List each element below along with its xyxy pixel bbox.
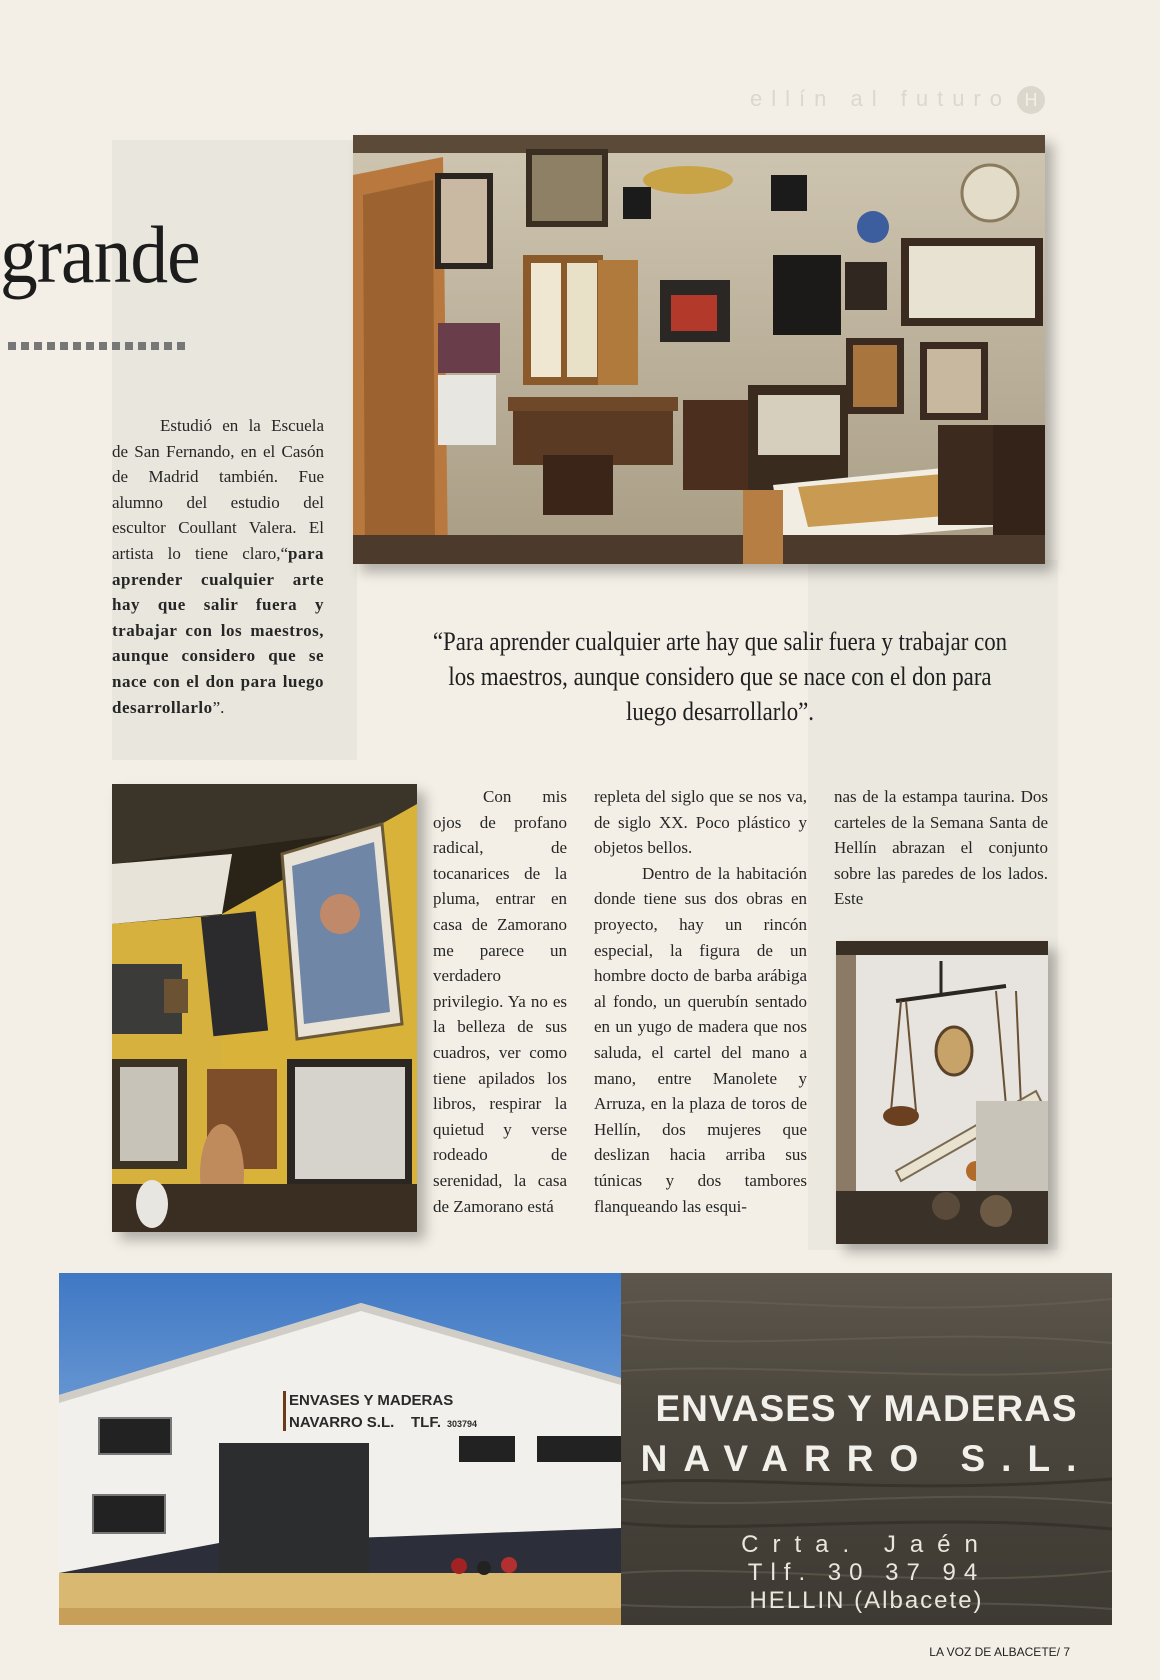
photo-hanging-scale <box>836 941 1048 1244</box>
ad-phone: Tlf. 30 37 94 <box>747 1559 986 1586</box>
pull-quote: “Para aprender cualquier arte hay que salir fuera y trabajar con los maestros, aunque considero que se nace con el don para luego desarrollarlo”. <box>432 627 1008 726</box>
body-column-3 <box>834 784 1048 912</box>
ad-sign-line-4: 303794 <box>447 1419 478 1429</box>
body-paragraph: nas de la estampa taurina. Dos carteles de la Semana Santa de Hellín abrazan el conjunto sobre las paredes de los lados. Este <box>834 787 1048 909</box>
photo-studio-room <box>353 135 1045 564</box>
intro-text: Estudió en la Escuela de San Fernando, en el Casón de Madrid también. Fue alumno del estudio del escultor Coullant Valera. El artista lo tiene claro,“ <box>112 416 324 563</box>
ad-title-line-1: ENVASES Y MADERAS <box>655 1388 1078 1429</box>
headline-dot-rule <box>8 337 198 347</box>
ad-address-road: Crta. Jaén <box>741 1531 992 1558</box>
advertisement <box>59 1273 1112 1625</box>
intro-bold-quote: para aprender cualquier arte hay que salir fuera y trabajar con los maestros, aunque considero que se nace con el don para luego desarrollarlo <box>112 543 324 717</box>
running-header-initial: H <box>1017 86 1045 114</box>
page-folio: LA VOZ DE ALBACETE/ 7 <box>929 1645 1070 1659</box>
headline: grande <box>0 209 200 300</box>
ad-warehouse-photo <box>59 1273 621 1625</box>
intro-column <box>112 413 324 720</box>
ad-wood-panel <box>621 1273 1112 1625</box>
intro-end: ”. <box>212 697 225 717</box>
body-column-2 <box>594 784 807 1219</box>
body-column-1 <box>433 784 567 1219</box>
photo-yellow-room <box>112 784 417 1232</box>
body-paragraph: Con mis ojos de profano radical, de tocanarices de la pluma, entrar en casa de Zamorano me parece un verdadero privilegio. Ya no es la belleza de sus cuadros, ver como tiene apilados los libros, respirar la quietud y verse rodeado de serenidad, la casa de Zamorano está <box>433 787 567 1216</box>
ad-sign-line-1: ENVASES Y MADERAS <box>289 1392 454 1409</box>
ad-sign-line-3: TLF. <box>411 1414 441 1431</box>
ad-city: HELLIN (Albacete) <box>749 1587 984 1614</box>
ad-sign-line-2: NAVARRO S.L. <box>289 1414 395 1431</box>
running-header <box>735 86 1045 120</box>
ad-title-line-2: NAVARRO S.L. <box>640 1438 1093 1479</box>
running-header-text: ellín al futuro <box>750 86 1011 111</box>
body-paragraph: Dentro de la habitación donde tiene sus dos obras en proyecto, hay un rincón especial, la figura de un hombre docto de barba arábiga al fondo, un querubín sentado en un yugo de madera que nos saluda, el cartel del mano a mano, entre Manolete y Arruza, en la plaza de toros de Hellín, dos mujeres que deslizan hacia arriba sus túnicas y dos tambores flanqueando las esqui- <box>594 863 807 1216</box>
body-paragraph: repleta del siglo que se nos va, de siglo XX. Poco plástico y objetos bellos. <box>594 787 807 858</box>
